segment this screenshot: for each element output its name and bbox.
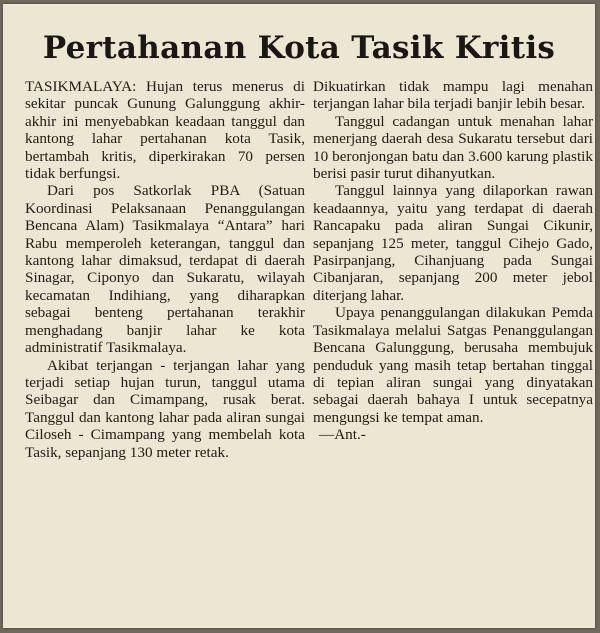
- article-column-right: [313, 78, 593, 444]
- newspaper-clipping: [3, 4, 595, 628]
- paragraph: Dikuatirkan tidak mampu lagi menahan terjangan lahar bila terjadi banjir lebih besar.: [313, 78, 593, 113]
- headline: Pertahanan Kota Tasik Kritis: [42, 30, 556, 66]
- article-column-left: [25, 78, 305, 461]
- paragraph: Tanggul cadangan untuk menahan lahar menerjang daerah desa Sukaratu tersebut dari 10 beronjongan batu dan 3.600 karung plastik berisi pasir turut dihanyutkan.: [313, 112, 593, 183]
- paragraph: TASIKMALAYA: Hujan terus menerus di sekitar puncak Gunung Galunggung akhir-akhir ini menyebabkan keadaan tanggul dan kantong lahar pertahanan kota Tasik, bertambah kritis, diperkirakan 70 persen tidak berfungsi.: [25, 78, 305, 183]
- paragraph: Upaya penanggulangan dilakukan Pemda Tasikmalaya melalui Satgas Penanggulangan Bencana Galunggung, berusaha membujuk penduduk yang masih tetap bertahan tinggal di tepian aliran sungai yang dinyatakan sebagai daerah bahaya I untuk secepatnya mengungsi ke tempat aman.: [313, 304, 593, 426]
- paragraph: Dari pos Satkorlak PBA (Satuan Koordinasi Pelaksanaan Penanggulangan Bencana Alam) Tasikmalaya “Antara” hari Rabu memperoleh keterangan, tanggul dan kantong lahar dimaksud, terdapat di daerah Sinagar, Ciponyo dan Sukaratu, wilayah kecamatan Indihiang, yang diharapkan sebagai benteng pertahanan terakhir menghadang banjir lahar ke kota administratif Tasikmalaya.: [25, 182, 305, 357]
- paragraph: Akibat terjangan - terjangan lahar yang terjadi setiap hujan turun, tanggul utama Seibagar dan Cimampang, rusak berat. Tanggul dan kantong lahar pada aliran sungai Ciloseh - Cimampang yang membelah kota Tasik, sepanjang 130 meter retak.: [25, 356, 305, 461]
- sign-off: —Ant.-: [319, 426, 366, 444]
- paragraph: Tanggul lainnya yang dilaporkan rawan keadaannya, yaitu yang terdapat di daerah Rancapaku pada aliran Sungai Cikunir, sepanjang 125 meter, tanggul Cihejo Gado, Pasirpanjang, Cihanjuang pada Sungai Cibanjaran, sepanjang 200 meter jebol diterjang lahar.: [313, 182, 593, 304]
